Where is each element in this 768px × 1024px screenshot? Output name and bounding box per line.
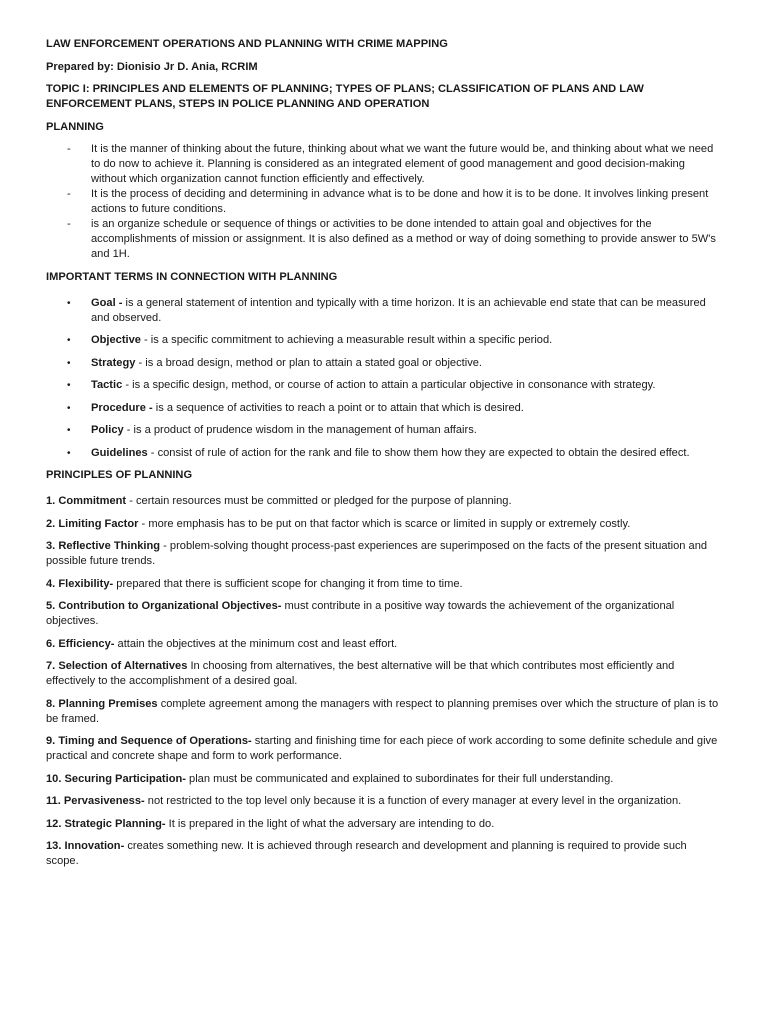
principle-term: 11. Pervasiveness- bbox=[46, 795, 145, 807]
prepared-by: Prepared by: Dionisio Jr D. Ania, RCRIM bbox=[46, 60, 258, 73]
principle-description: In choosing from alternatives, the best alternative will be that which contributes most efficiently and effectively to the accomplishment of a desired goal. bbox=[46, 660, 675, 687]
principles-list bbox=[46, 494, 722, 869]
principle-term: 5. Contribution to Organizational Objectives- bbox=[46, 600, 282, 612]
principle-item bbox=[46, 839, 722, 869]
principle-description: not restricted to the top level only because it is a function of every manager at every level in the organization. bbox=[144, 795, 682, 807]
terms-heading: IMPORTANT TERMS IN CONNECTION WITH PLANNING bbox=[46, 270, 338, 283]
principle-term: 7. Selection of Alternatives bbox=[46, 660, 188, 672]
term-label: Policy bbox=[91, 424, 124, 436]
term-description: - is a specific commitment to achieving a measurable result within a specific period. bbox=[140, 334, 553, 346]
principle-description: prepared that there is sufficient scope for changing it from time to time. bbox=[113, 577, 463, 590]
list-item-text: It is the manner of thinking about the future, thinking about what we want the future would be, and thinking about what we need to do now to achieve it. Planning is considered as an integrated element of good management and good decision-making without which organization cannot function efficiently and effectively. bbox=[91, 143, 714, 185]
term-label: Tactic bbox=[91, 379, 123, 391]
term-description: is a general statement of intention and typically with a time horizon. It is an achievable end state that can be measured and observed. bbox=[91, 296, 706, 324]
principle-item bbox=[46, 577, 722, 592]
principle-description: must contribute in a positive way towards the achievement of the organizational objectives. bbox=[46, 600, 675, 627]
principle-description: creates something new. It is achieved through research and development and planning is required to provide such scope. bbox=[46, 840, 687, 867]
principle-item bbox=[46, 517, 722, 532]
list-item bbox=[46, 356, 722, 371]
principle-description: attain the objectives at the minimum cost and least effort. bbox=[114, 637, 398, 650]
dash-marker: - bbox=[67, 143, 71, 155]
principle-item bbox=[46, 659, 722, 689]
dash-marker: - bbox=[67, 218, 71, 230]
dash-marker: - bbox=[67, 188, 71, 200]
principle-term: 12. Strategic Planning- bbox=[46, 817, 166, 830]
principle-item bbox=[46, 697, 722, 727]
list-item bbox=[46, 378, 722, 393]
bullet-marker: • bbox=[67, 335, 71, 346]
bullet-marker: • bbox=[67, 297, 71, 309]
principle-term: 13. Innovation- bbox=[46, 840, 125, 852]
principle-item bbox=[46, 772, 722, 787]
principle-item bbox=[46, 817, 722, 832]
principle-item bbox=[46, 539, 722, 569]
term-label: Strategy bbox=[91, 356, 136, 369]
principle-item bbox=[46, 599, 722, 629]
principle-term: 2. Limiting Factor bbox=[46, 517, 139, 530]
list-item-text: It is the process of deciding and determining in advance what is to be done and how it is to be done. It involves linking present actions to future conditions. bbox=[91, 188, 709, 215]
principle-term: 8. Planning Premises bbox=[46, 697, 158, 710]
principle-term: 3. Reflective Thinking bbox=[46, 540, 161, 552]
term-description: - is a broad design, method or plan to attain a stated goal or objective. bbox=[135, 356, 482, 369]
term-label: Goal - bbox=[91, 296, 126, 309]
bullet-marker: • bbox=[67, 380, 71, 391]
principle-item bbox=[46, 734, 722, 764]
list-item bbox=[46, 423, 722, 438]
list-item bbox=[46, 187, 722, 217]
list-item bbox=[46, 401, 722, 416]
principle-term: 10. Securing Participation- bbox=[46, 772, 186, 785]
principle-description: complete agreement among the managers with respect to planning premises over which the structure of plan is to be framed. bbox=[46, 697, 719, 725]
term-description: - is a specific design, method, or course of action to attain a particular objective in consonance with strategy. bbox=[122, 379, 656, 391]
principle-term: 1. Commitment bbox=[46, 495, 127, 507]
principle-description: - problem-solving thought process-past experiences are superimposed on the facts of the present situation and possible future trends. bbox=[46, 540, 708, 567]
principle-description: starting and finishing time for each piece of work according to some definite schedule and give practical and concrete shape and form to work performance. bbox=[46, 735, 718, 762]
list-item bbox=[46, 296, 722, 326]
principle-item bbox=[46, 794, 722, 809]
principle-term: 4. Flexibility- bbox=[46, 577, 114, 590]
principles-heading: PRINCIPLES OF PLANNING bbox=[46, 469, 193, 481]
planning-heading: PLANNING bbox=[46, 120, 104, 133]
term-label: Guidelines bbox=[91, 446, 148, 459]
bullet-marker: • bbox=[67, 357, 71, 369]
list-item bbox=[46, 446, 722, 461]
terms-list bbox=[46, 296, 722, 461]
principle-description: - certain resources must be committed or pledged for the purpose of planning. bbox=[126, 495, 512, 507]
list-item bbox=[46, 333, 722, 348]
bullet-marker: • bbox=[67, 402, 71, 414]
list-item bbox=[46, 142, 722, 187]
principle-term: 6. Efficiency- bbox=[46, 637, 115, 650]
principle-description: It is prepared in the light of what the adversary are intending to do. bbox=[165, 817, 495, 830]
term-description: is a sequence of activities to reach a point or to attain that which is desired. bbox=[155, 401, 524, 414]
principle-item bbox=[46, 637, 722, 652]
planning-list bbox=[46, 142, 722, 262]
principle-description: plan must be communicated and explained to subordinates for their full understanding. bbox=[185, 772, 614, 785]
topic-heading: TOPIC I: PRINCIPLES AND ELEMENTS OF PLANNING; TYPES OF PLANS; CLASSIFICATION OF PLANS AND LAW ENFORCEMENT PLANS, STEPS IN POLICE PLANNING AND OPERATION bbox=[46, 83, 644, 110]
principle-description: - more emphasis has to be put on that factor which is scarce or limited in supply or extremely costly. bbox=[138, 517, 631, 530]
list-item-text: is an organize schedule or sequence of things or activities to be done intended to attain goal and objectives for the accomplishments of mission or assignment. It is also defined as a method or way of doing something to provide answer to 5W's and 1H. bbox=[91, 218, 716, 260]
term-label: Procedure - bbox=[91, 401, 156, 414]
list-item bbox=[46, 217, 722, 262]
document-title: LAW ENFORCEMENT OPERATIONS AND PLANNING WITH CRIME MAPPING bbox=[46, 38, 448, 50]
term-label: Objective bbox=[91, 334, 141, 346]
principle-item bbox=[46, 494, 722, 509]
bullet-marker: • bbox=[67, 447, 71, 459]
principle-term: 9. Timing and Sequence of Operations- bbox=[46, 735, 252, 747]
term-description: - consist of rule of action for the rank and file to show them how they are expected to obtain the desired effect. bbox=[147, 446, 690, 459]
term-description: - is a product of prudence wisdom in the management of human affairs. bbox=[123, 424, 477, 436]
bullet-marker: • bbox=[67, 425, 71, 436]
